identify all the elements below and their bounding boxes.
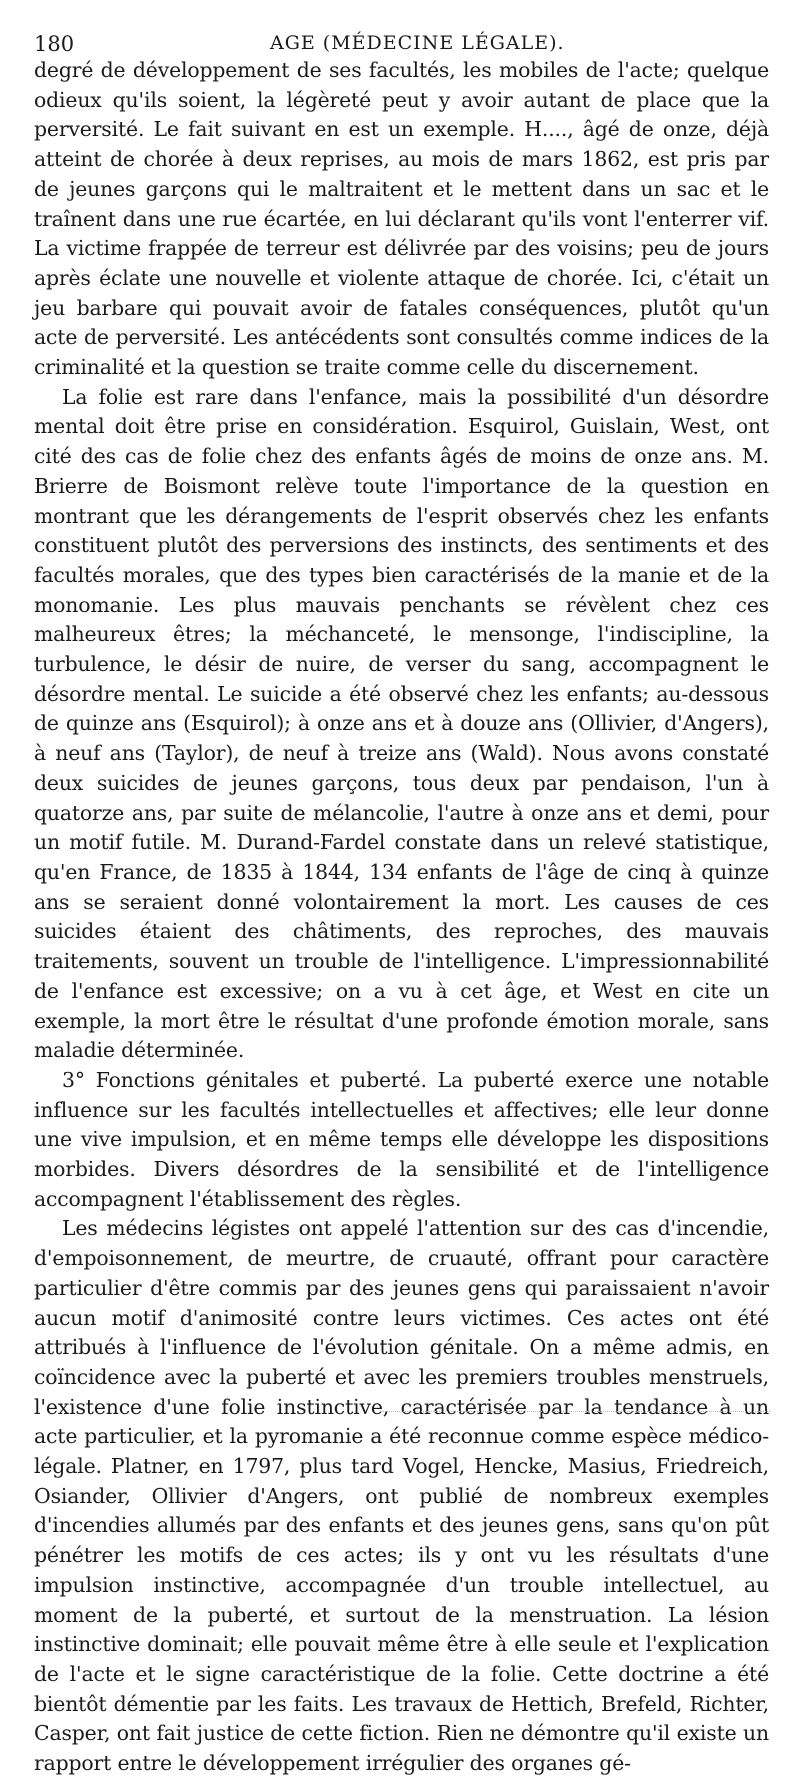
paragraph-3: 3° Fonctions génitales et puberté. La puberté exerce une notable influence sur les facultés intellectuelles et affectives; elle leur donne une vive impulsion, et en même temps elle développe les dispositions morbides. Divers désordres de la sensibilité et de l'intelligence accompagnent l'établissement des règles. bbox=[34, 1067, 769, 1211]
page-header bbox=[34, 22, 769, 56]
document-page bbox=[34, 22, 769, 1779]
running-head: AGE (MÉDECINE LÉGALE). bbox=[270, 32, 565, 54]
paragraph-2: La folie est rare dans l'enfance, mais la possibilité d'un désordre mental doit être prise en considération. Esquirol, Guislain, West, ont cité des cas de folie chez des enfants âgés de moins de onze ans. M. Brierre de Boismont relève toute l'importance de la question en montrant que les dérangements de l'esprit observés chez les enfants constituent plutôt des perversions des instincts, des sentiments et des facultés morales, que des types bien caractérisés de la manie et de la monomanie. Les plus mauvais penchants se révèlent chez ces malheureux êtres; la méchanceté, le mensonge, l'indiscipline, la turbulence, le désir de nuire, de verser du sang, accompagnent le désordre mental. Le suicide a été observé chez les enfants; au-dessous de quinze ans (Esquirol); à onze ans et à douze ans (Ollivier, d'Angers), à neuf ans (Taylor), de neuf à treize ans (Wald). Nous avons constaté deux suicides de jeunes garçons, tous deux par pendaison, l'un à quatorze ans, par suite de mélancolie, l'autre à onze ans et demi, pour un motif futile. M. Durand-Fardel constate dans un relevé statistique, qu'en France, de 1835 à 1844, 134 enfants de l'âge de cinq à quinze ans se seraient donné volontairement la mort. Les causes de ces suicides étaient des châtiments, des reproches, des mauvais traitements, souvent un trouble de l'intelligence. L'impressionnabilité de l'enfance est excessive; on a vu à cet âge, et West en cite un exemple, la mort être le résultat d'une profonde émotion morale, sans maladie déterminée. bbox=[34, 384, 769, 1063]
paragraph-4: Les médecins légistes ont appelé l'attention sur des cas d'incendie, d'empoisonnement, de meurtre, de cruauté, offrant pour caractère particulier d'être commis par des jeunes gens qui paraissaient n'avoir aucun motif d'animosité contre leurs victimes. Ces actes ont été attribués à l'influence de l'évolution génitale. On a même admis, en coïncidence avec la puberté et avec les premiers troubles menstruels, l'existence d'une folie instinctive, caractérisée par la tendance à un acte particulier, et la pyromanie a été reconnue comme espèce médico-légale. Platner, en 1797, plus tard Vogel, Hencke, Masius, Friedreich, Osiander, Ollivier d'Angers, ont publié de nombreux exemples d'incendies allumés par des enfants et des jeunes gens, sans qu'on pût pénétrer les motifs de ces actes; ils y ont vu les résultats d'une impulsion instinctive, accompagnée d'un trouble intellectuel, au moment de la puberté, et surtout de la menstruation. La lésion instinctive dominait; elle pouvait même être à elle seule et l'explication de l'acte et le signe caractéristique de la folie. Cette doctrine a été bientôt démentie par les faits. Les travaux de Hettich, Brefeld, Richter, Casper, ont fait justice de cette fiction. Rien ne démontre qu'il existe un rapport entre le développement irrégulier des organes gé- bbox=[34, 1216, 769, 1776]
footer-rule bbox=[380, 1411, 770, 1412]
page-number: 180 bbox=[34, 32, 75, 56]
paragraph-1: degré de développement de ses facultés, les mobiles de l'acte; quelque odieux qu'ils soient, la légèreté peut y avoir autant de place que la perversité. Le fait suivant en est un exemple. H...., âgé de onze, déjà atteint de chorée à deux reprises, au mois de mars 1862, est pris par de jeunes garçons qui le maltraitent et le mettent dans un sac et le traînent dans une rue écartée, en lui déclarant qu'ils vont l'enterrer vif. La victime frappée de terreur est délivrée par des voisins; peu de jours après éclate une nouvelle et violente attaque de chorée. Ici, c'était un jeu barbare qui pouvait avoir de fatales conséquences, plutôt qu'un acte de perversité. Les antécédents sont consultés comme indices de la criminalité et la question se traite comme celle du discernement. bbox=[34, 58, 769, 380]
